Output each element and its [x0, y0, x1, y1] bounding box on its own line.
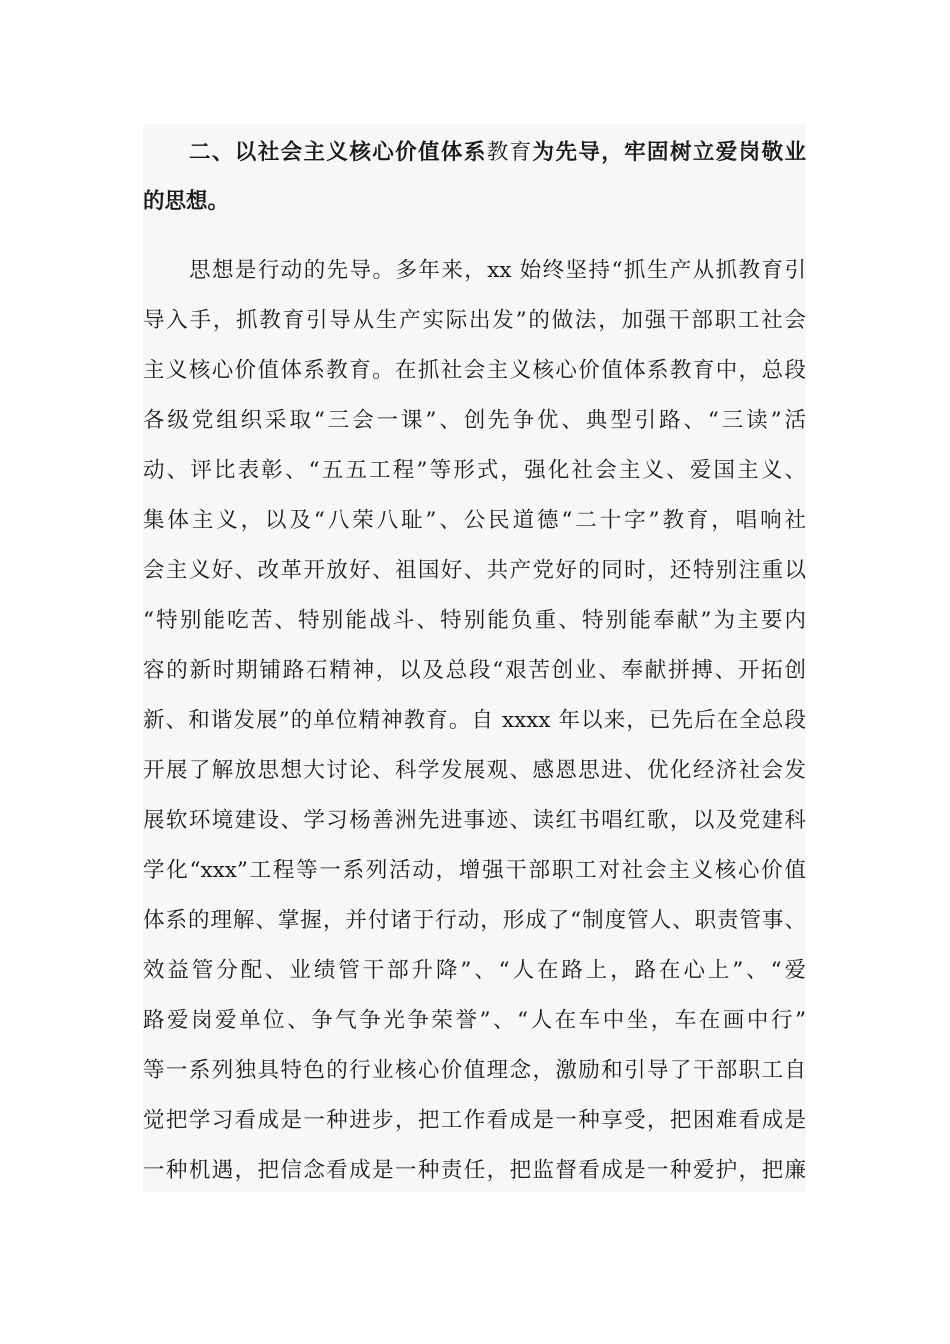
body-line: 思想是行动的先导。多年来，xx 始终坚持“抓生产从抓教育引 — [189, 258, 806, 283]
body-line: 等一系列独具特色的行业核心价值理念，激励和引导了干部职工自 — [143, 1058, 806, 1083]
section-heading-line-2: 的思想。 — [143, 189, 230, 214]
section-heading-line-1 — [143, 128, 806, 178]
body-line: 展软环境建设、学习杨善洲先进事迹、读红书唱红歌，以及党建科 — [143, 808, 806, 833]
heading-text-bold-1: 二、以社会主义核心价值体系 — [189, 140, 487, 165]
body-line: “特别能吃苦、特别能战斗、特别能负重、特别能奉献”为主要内 — [143, 608, 806, 633]
body-line: 体系的理解、掌握，并付诸于行动，形成了“制度管人、职责管事、 — [143, 908, 806, 933]
body-line: 学化“xxx”工程等一系列活动，增强干部职工对社会主义核心价值 — [143, 858, 806, 883]
body-line: 新、和谐发展”的单位精神教育。自 xxxx 年以来，已先后在全总段 — [143, 708, 806, 733]
body-line: 一种机遇，把信念看成是一种责任，把监督看成是一种爱护，把廉 — [143, 1158, 806, 1183]
body-line: 效益管分配、业绩管干部升降”、“人在路上，路在心上”、“爱 — [143, 958, 806, 983]
body-line: 主义核心价值体系教育。在抓社会主义核心价值体系教育中，总段 — [143, 358, 806, 383]
body-line: 动、评比表彰、“五五工程”等形式，强化社会主义、爱国主义、 — [143, 458, 806, 483]
body-line: 会主义好、改革开放好、祖国好、共产党好的同时，还特别注重以 — [143, 558, 806, 583]
heading-text-plain: 教育 — [486, 140, 533, 165]
body-line: 导入手，抓教育引导从生产实际出发”的做法，加强干部职工社会 — [143, 308, 806, 333]
body-line: 觉把学习看成是一种进步，把工作看成是一种享受，把困难看成是 — [143, 1108, 806, 1133]
body-line: 路爱岗爱单位、争气争光争荣誉”、“人在车中坐，车在画中行” — [143, 1008, 806, 1033]
heading-text-bold-2: 为先导，牢固树立爱岗敬业 — [532, 140, 806, 165]
body-line: 集体主义，以及“八荣八耻”、公民道德“二十字”教育，唱响社 — [143, 508, 806, 533]
body-line: 容的新时期铺路石精神，以及总段“艰苦创业、奉献拼搏、开拓创 — [143, 658, 806, 683]
body-line: 各级党组织采取“三会一课”、创先争优、典型引路、“三读”活 — [143, 408, 806, 433]
body-line: 开展了解放思想大讨论、科学发展观、感恩思进、优化经济社会发 — [143, 758, 806, 783]
